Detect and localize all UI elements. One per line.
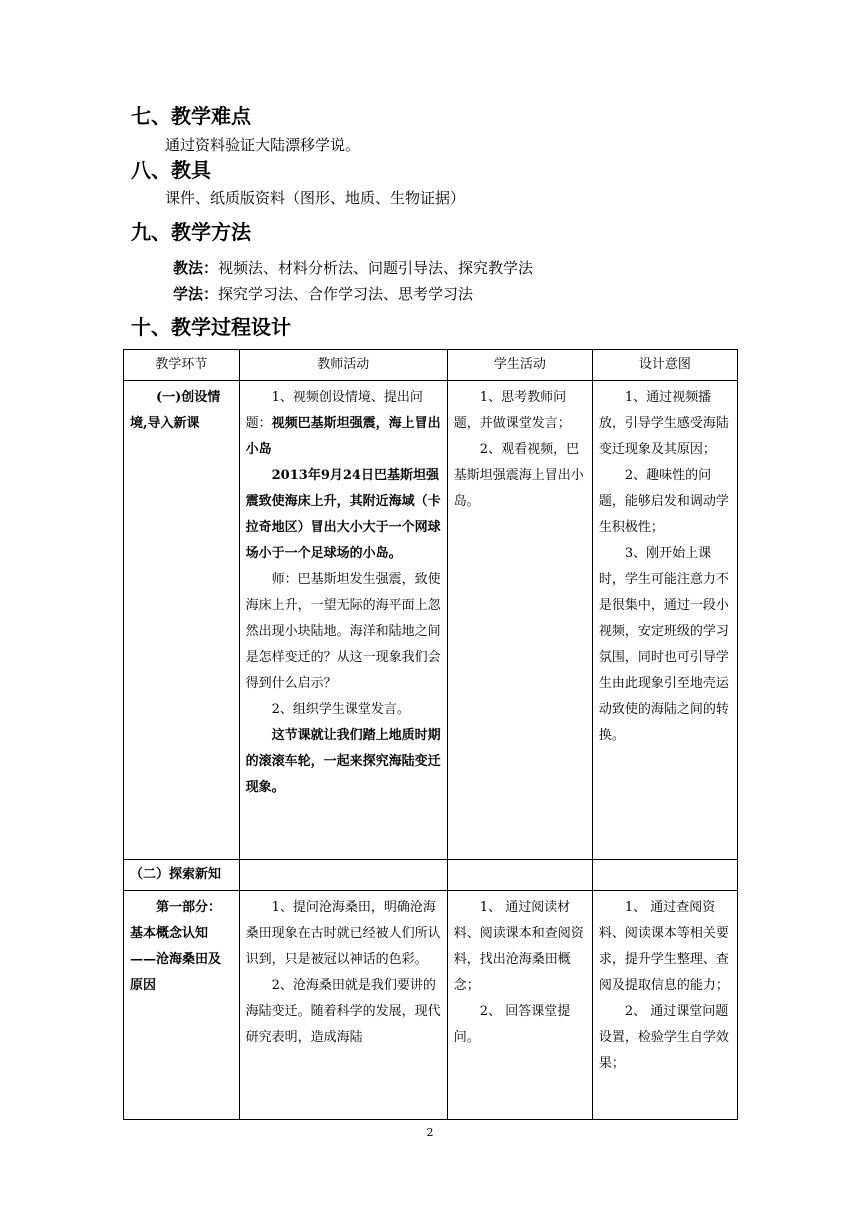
student-cell: [447, 381, 592, 860]
teacher-para: 2、组织学生课堂发言。: [271, 702, 410, 717]
process-table: [123, 349, 738, 1120]
table-row: [124, 860, 738, 891]
heading-teaching-aids: 八、教具: [131, 158, 211, 182]
design-cell: [592, 381, 737, 860]
teacher-cell: [239, 891, 447, 1120]
learn-text: 探究学习法、合作学习法、思考学习法: [218, 285, 474, 303]
learning-method-line: [173, 284, 473, 304]
heading-process-design: 十、教学过程设计: [131, 315, 291, 339]
student-cell: [447, 891, 592, 1120]
header-stage: 教学环节: [124, 350, 240, 381]
header-teacher: 教师活动: [239, 350, 447, 381]
heading-teaching-methods: 九、教学方法: [131, 220, 251, 244]
student-para: 1、 通过阅读材料、阅读课本和查阅资料，找出沧海桑田概念；: [453, 900, 584, 993]
teacher-text: 1、视频创设情境、提出问题：: [245, 390, 423, 431]
design-para: 3、刚开始上课时，学生可能注意力不是很集中，通过一段小视频，安定班级的学习氛围，同时也可引导学生由此现象引至地壳运动致使的海陆之间的转换。: [598, 546, 729, 743]
stage-cell: （二）探索新知: [124, 860, 240, 891]
teacher-para: 师：巴基斯坦发生强震，致使海床上升，一望无际的海平面上忽然出现小块陆地。海洋和陆地之间是怎样变迁的？从这一现象我们会得到什么启示？: [245, 572, 441, 691]
page-number: 2: [426, 1126, 434, 1139]
teacher-para: 2013年9月24日巴基斯坦强震致使海床上升，其附近海域（卡拉奇地区）冒出大小大于一个网球场小于一个足球场的小岛。: [245, 468, 441, 561]
teacher-para: 这节课就让我们踏上地质时期的滚滚车轮，一起来探究海陆变迁现象。: [245, 728, 441, 795]
student-para: 2、观看视频，巴基斯坦强震海上冒出小岛。: [453, 442, 584, 509]
table-header-row: [124, 350, 738, 381]
teacher-bold-text: 视频巴基斯坦强震，海上冒出小岛: [245, 416, 441, 457]
teaching-method-line: [173, 258, 533, 278]
teacher-para: 1、提问沧海桑田，明确沧海桑田现象在古时就已经被人们所认识到，只是被冠以神话的色彩。: [245, 900, 441, 967]
teach-label: 教法：: [173, 259, 219, 277]
heading-teaching-difficulty: 七、教学难点: [131, 104, 251, 128]
design-cell: [592, 891, 737, 1120]
design-para: 2、 通过课堂问题设置，检验学生自学效果；: [598, 1004, 729, 1071]
student-para: 1、思考教师问题，并做课堂发言；: [453, 390, 571, 431]
empty-cell: [239, 860, 447, 891]
teacher-para: [246, 385, 441, 463]
empty-cell: [447, 860, 592, 891]
design-para: 1、 通过查阅资料、阅读课本等相关要求，提升学生整理、查阅及提取信息的能力；: [598, 900, 729, 993]
table-row: [124, 381, 738, 860]
student-para: 2、 回答课堂提问。: [453, 1004, 571, 1045]
teacher-cell: [239, 381, 447, 860]
header-design: 设计意图: [592, 350, 737, 381]
header-student: 学生活动: [447, 350, 592, 381]
difficulty-text: 通过资料验证大陆漂移学说。: [165, 136, 361, 154]
design-para: 1、通过视频播放，引导学生感受海陆变迁现象及其原因；: [598, 390, 729, 457]
learn-label: 学法：: [173, 285, 219, 303]
table-row: [124, 891, 738, 1120]
teaching-aids-text: 课件、纸质版资料（图形、地质、生物证据）: [165, 189, 466, 207]
empty-cell: [592, 860, 737, 891]
design-para: 2、趣味性的问题，能够启发和调动学生积极性；: [598, 468, 729, 535]
stage-cell: 第一部分：基本概念认知——沧海桑田及原因: [124, 891, 240, 1120]
teacher-para: 2、沧海桑田就是我们要讲的海陆变迁。随着科学的发展，现代研究表明，造成海陆: [245, 978, 441, 1045]
stage-cell: (一)创设情境,导入新课: [124, 381, 240, 860]
teach-text: 视频法、材料分析法、问题引导法、探究教学法: [218, 259, 534, 277]
